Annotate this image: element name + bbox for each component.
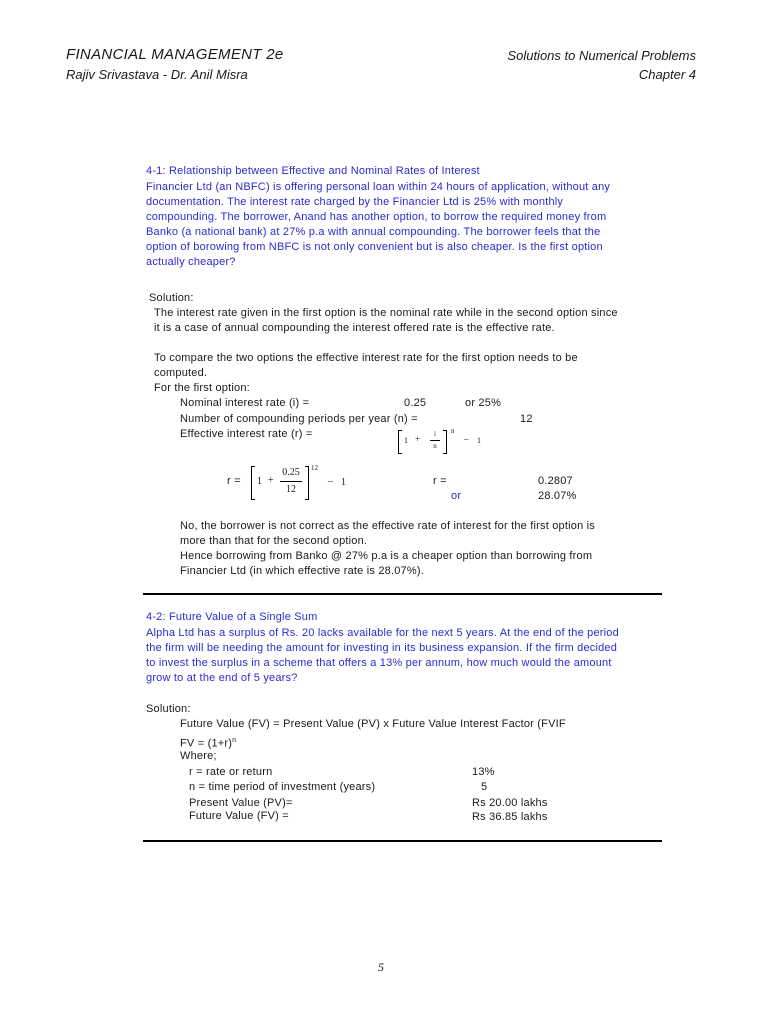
- section-divider: [143, 593, 662, 595]
- question-line: option of borowing from NBFC is not only convenient but is also cheaper. Is the first option: [146, 241, 603, 253]
- section-divider: [143, 840, 662, 842]
- variable-value: Rs 20.00 lakhs: [472, 797, 548, 809]
- problem-2-question: [146, 626, 619, 686]
- question-line: actually cheaper?: [146, 256, 236, 268]
- formula-exponent: n: [451, 427, 455, 435]
- question-line: Banko (a national bank) at 27% p.a with annual compounding. The borrower feels that the: [146, 226, 601, 238]
- variable-value: 5: [481, 781, 488, 793]
- solution-line: computed.: [154, 367, 208, 379]
- variable-label: n = time period of investment (years): [189, 781, 376, 793]
- calc-exponent: 12: [311, 464, 318, 472]
- problem-1-question: [146, 180, 610, 270]
- right-bracket: [443, 430, 447, 454]
- variable-label: r = rate or return: [189, 766, 273, 778]
- calc-r-percent: 28.07%: [538, 490, 577, 502]
- book-authors: Rajiv Srivastava - Dr. Anil Misra: [66, 67, 248, 82]
- question-line: Alpha Ltd has a surplus of Rs. 20 lacks available for the next 5 years. At the end of the period: [146, 627, 619, 639]
- solution-line: The interest rate given in the first option is the nominal rate while in the second option since: [154, 307, 618, 319]
- where-label: Where;: [180, 750, 217, 762]
- conclusion-line: more than that for the second option.: [180, 535, 368, 547]
- question-line: Financier Ltd (an NBFC) is offering personal loan within 24 hours of application, without any: [146, 181, 611, 193]
- question-line: documentation. The interest rate charged by the Financier Ltd is 25% with monthly: [146, 196, 564, 208]
- periods-label: Number of compounding periods per year (n) =: [180, 413, 418, 425]
- fv-equation-text: FV = (1+r): [180, 737, 233, 750]
- formula-n: n: [433, 442, 437, 450]
- problem-1-title: 4-1: Relationship between Effective and Nominal Rates of Interest: [146, 165, 480, 177]
- fv-exponent: n: [232, 737, 237, 744]
- formula-minus: –: [464, 434, 469, 444]
- question-line: to invest the surplus in a scheme that offers a 13% per annum, how much would the amount: [146, 657, 612, 669]
- solution-paragraph-1: [154, 306, 618, 336]
- calc-r-equals-2: r =: [433, 475, 447, 487]
- calc-one: 1: [257, 476, 262, 487]
- fv-formula: Future Value (FV) = Present Value (PV) x Future Value Interest Factor (FVIF: [180, 718, 566, 730]
- calc-one-b: 1: [341, 477, 346, 488]
- calc-r-value: 0.2807: [538, 475, 573, 487]
- calc-right-bracket: [305, 466, 309, 500]
- conclusion-line: Financier Ltd (in which effective rate is 28.07%).: [180, 565, 424, 577]
- conclusion-line: No, the borrower is not correct as the effective rate of interest for the first option is: [180, 520, 596, 532]
- calc-left-bracket: [251, 466, 255, 500]
- formula-plus: +: [415, 434, 421, 444]
- calc-denominator: 12: [286, 484, 296, 495]
- variable-value: 13%: [472, 766, 495, 778]
- question-line: the firm will be needing the amount for investing in its business expansion. If the firm decided: [146, 642, 618, 654]
- solution-line: it is a case of annual compounding the interest offered rate is the effective rate.: [154, 322, 555, 334]
- formula-one-b: 1: [477, 436, 481, 445]
- variable-label: Future Value (FV) =: [189, 810, 289, 822]
- periods-value: 12: [520, 413, 533, 425]
- solution-line: To compare the two options the effective interest rate for the first option needs to be: [154, 352, 578, 364]
- problem-2-title: 4-2: Future Value of a Single Sum: [146, 611, 318, 623]
- section-title: Solutions to Numerical Problems: [507, 48, 696, 63]
- question-line: compounding. The borrower, Anand has another option, to borrow the required money from: [146, 211, 607, 223]
- left-bracket: [398, 430, 402, 454]
- formula-i: i: [434, 430, 436, 438]
- nominal-rate-percent: or 25%: [465, 397, 502, 409]
- variable-value: Rs 36.85 lakhs: [472, 811, 548, 823]
- calc-minus: –: [328, 476, 333, 487]
- solution-paragraph-2: [154, 351, 578, 381]
- chapter-label: Chapter 4: [638, 67, 696, 82]
- calc-fraction-bar: [280, 481, 302, 482]
- conclusion-line: Hence borrowing from Banko @ 27% p.a is a cheaper option than borrowing from: [180, 550, 593, 562]
- solution-label: Solution:: [149, 292, 194, 304]
- calc-r-equals: r =: [227, 475, 241, 487]
- first-option-label: For the first option:: [154, 382, 250, 394]
- conclusion: [180, 519, 595, 579]
- solution-label-2: Solution:: [146, 703, 191, 715]
- variable-label: Present Value (PV)=: [189, 797, 293, 809]
- question-line: grow to at the end of 5 years?: [146, 672, 298, 684]
- calc-or: or: [451, 490, 462, 502]
- formula-one: 1: [404, 436, 408, 445]
- book-title: FINANCIAL MANAGEMENT 2e: [66, 46, 284, 63]
- calc-plus: +: [268, 475, 274, 486]
- effective-rate-label: Effective interest rate (r) =: [180, 428, 313, 440]
- nominal-rate-value: 0.25: [404, 397, 427, 409]
- calc-numerator: 0.25: [282, 467, 300, 478]
- page-number: 5: [378, 960, 384, 974]
- formula-fraction-bar: [430, 440, 440, 441]
- nominal-rate-label: Nominal interest rate (i) =: [180, 397, 310, 409]
